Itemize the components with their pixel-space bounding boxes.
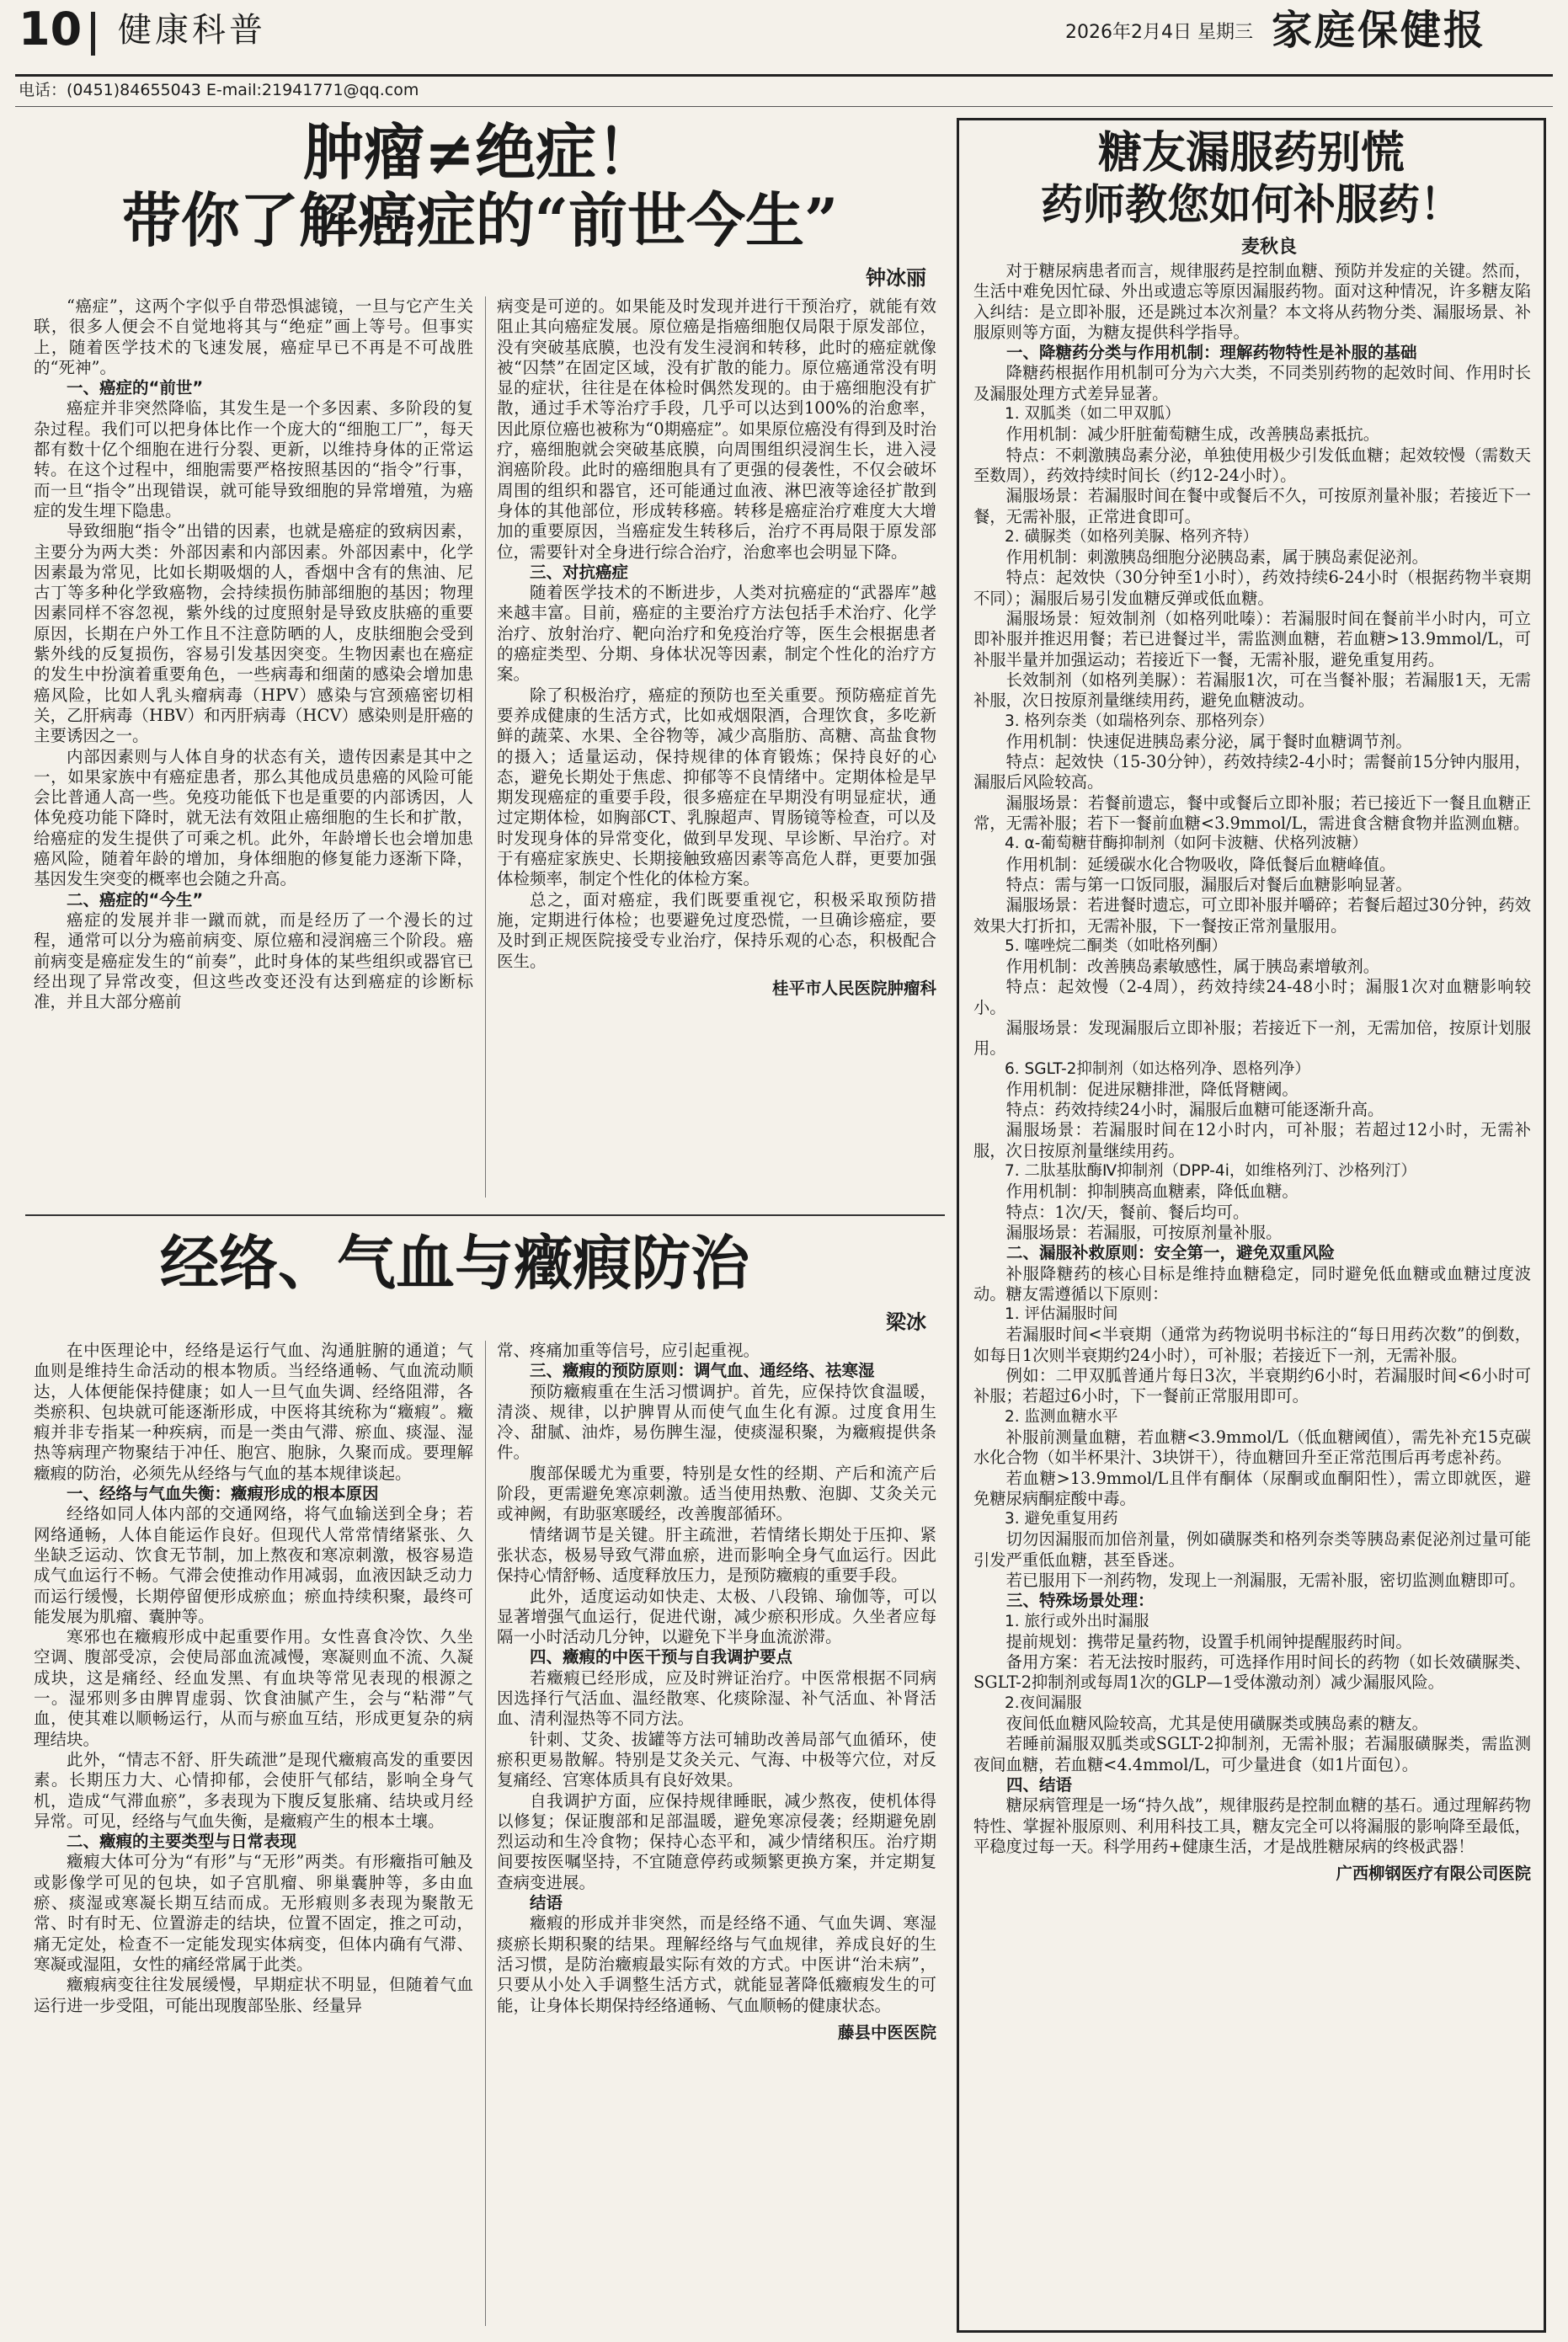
sub-heading: 2. 磺脲类（如格列美脲、格列齐特） <box>1005 527 1259 546</box>
sub-heading: 3. 格列奈类（如瑞格列奈、那格列奈） <box>1005 712 1274 730</box>
paragraph: 寒邪也在癥瘕形成中起重要作用。女性喜食冷饮、久坐空调、腹部受凉，会使局部血流减慢，寒凝则血不流、久凝成块，这是痛经、经血发黑、有血块等常见表现的根源之一。湿邪则多由脾胃虚弱、饮食油腻产生，会与“粘滞”气血，使其难以顺畅运行，从而与瘀血互结，形成更复杂的病理结块。 <box>34 1627 473 1749</box>
paragraph: 特点：药效持续24小时，漏服后血糖可能逐渐升高。 <box>1005 1100 1384 1120</box>
paragraph: 在中医理论中，经络是运行气血、沟通脏腑的通道；气血则是维持生命活动的根本物质。当经络通畅、气血流动顺达，人体便能保持健康；如人一旦气血失调、经络阻滞，各类瘀积、包块就可能逐渐形成，中医将其统称为“癥瘕”。癥瘕并非专指某一种疾病，而是一类由气滞、瘀血、痰湿、湿热等病理产物聚结于冲任、胞宫、胞脉，久聚而成。要理解癥瘕的防治，必须先从经络与气血的基本规律谈起。 <box>34 1341 473 1483</box>
paragraph: 漏服场景：若漏服时间在12小时内，可补服；若超过12小时，无需补服，次日按原剂量继续用药。 <box>973 1120 1531 1160</box>
section-heading: 四、癥瘕的中医干预与自我调护要点 <box>530 1647 793 1667</box>
paragraph: 导致细胞“指令”出错的因素，也就是癌症的致病因素，主要分为两大类：外部因素和内部因素。外部因素中，化学因素最为常见，比如长期吸烟的人，香烟中含有的焦油、尼古丁等多种化学致癌物，会持续损伤肺部细胞的基因；物理因素同样不容忽视，紫外线的过度照射是导致皮肤癌的重要原因，长期在户外工作且不注意防晒的人，皮肤细胞会受到紫外线的反复损伤，容易引发基因突变。生物因素也在癌症的发生中扮演着重要角色，一些病毒和细菌的感染会增加患癌风险，比如人乳头瘤病毒（HPV）感染与宫颈癌密切相关，乙肝病毒（HBV）和丙肝病毒（HCV）感染则是肝癌的主要诱因之一。 <box>34 521 473 746</box>
paragraph: 预防癥瘕重在生活习惯调护。首先，应保持饮食温暖，清淡、规律，以护脾胃从而使气血生化有源。过度食用生冷、甜腻、油炸，易伤脾生湿，使痰湿积聚，为癥瘕提供条件。 <box>497 1381 936 1463</box>
paragraph: 作用机制：抑制胰高血糖素，降低血糖。 <box>1005 1182 1299 1202</box>
section-heading: 一、降糖药分类与作用机制：理解药物特性是补服的基础 <box>1006 343 1417 363</box>
paragraph: 特点：起效慢（2-4周），药效持续24-48小时；漏服1次对血糖影响较小。 <box>973 977 1531 1017</box>
article1-column-1 <box>34 296 473 1198</box>
paragraph: 作用机制：延缓碳水化合物吸收，降低餐后血糖峰值。 <box>1005 854 1396 874</box>
paragraph: 随着医学技术的不断进步，人类对抗癌症的“武器库”越来越丰富。目前，癌症的主要治疗方法包括手术治疗、化学治疗、放射治疗、靶向治疗和免疫治疗等，医生会根据患者的癌症类型、分期、身体状况等因素，制定个性化的治疗方案。 <box>497 583 936 685</box>
paragraph: 此外，“情志不舒、肝失疏泄”是现代癥瘕高发的重要因素。长期压力大、心情抑郁，会使肝气郁结，影响全身气机，造成“气滞血瘀”，多表现为下腹反复胀痛、结块或月经异常。可见，经络与气血失衡，是癥瘕产生的根本土壤。 <box>34 1749 473 1831</box>
paragraph: 备用方案：若无法按时服药，可选择作用时间长的药物（如长效磺脲类、SGLT-2抑制剂或每周1次的GLP—1受体激动剂）减少漏服风险。 <box>973 1652 1531 1693</box>
paragraph: 作用机制：减少肝脏葡萄糖生成，改善胰岛素抵抗。 <box>1005 424 1380 445</box>
paragraph: 夜间低血糖风险较高，尤其是使用磺脲类或胰岛素的糖友。 <box>1005 1714 1428 1734</box>
paragraph: 腹部保暖尤为重要，特别是女性的经期、产后和流产后阶段，更需避免寒凉刺激。适当使用热敷、泡脚、艾灸关元或神阙，有助驱寒暖经，改善腹部循环。 <box>497 1463 936 1524</box>
paragraph: 总之，面对癌症，我们既要重视它，积极采取预防措施，定期进行体检；也要避免过度恐慌，一旦确诊癌症，要及时到正规医院接受专业治疗，保持乐观的心态，积极配合医生。 <box>497 889 936 971</box>
paragraph: 漏服场景：若餐前遗忘，餐中或餐后立即补服；若已接近下一餐且血糖正常，无需补服；若下一餐前血糖<3.9mmol/L，需进食含糖食物并监测血糖。 <box>973 792 1531 834</box>
paragraph: 癥瘕的形成并非突然，而是经络不通、气血失调、寒湿痰瘀长期积聚的结果。理解经络与气血规律，养成良好的生活习惯，是防治癥瘕最实际有效的方式。中医讲“治未病”，只要从小处入手调整生活方式，就能显著降低癥瘕发生的可能，让身体长期保持经络通畅、气血顺畅的健康状态。 <box>497 1913 936 2015</box>
paragraph: 若漏服时间<半衰期（通常为药物说明书标注的“每日用药次数”的倒数，如每日1次则半衰期约24小时），可补服；若接近下一剂，无需补服。 <box>973 1325 1531 1365</box>
paragraph: 作用机制：刺激胰岛细胞分泌胰岛素，属于胰岛素促泌剂。 <box>1005 547 1428 568</box>
section-heading: 结语 <box>530 1893 563 1913</box>
section-heading: 一、癌症的“前世” <box>67 378 204 398</box>
paragraph: 若癥瘕已经形成，应及时辨证治疗。中医常根据不同病因选择行气活血、温经散寒、化痰除湿、补气活血、补肾活血、清利湿热等不同方法。 <box>497 1667 936 1729</box>
paragraph: 内部因素则与人体自身的状态有关，遗传因素是其中之一，如果家族中有癌症患者，那么其他成员患癌的风险可能会比普通人高一些。免疫功能低下也是重要的内部诱因，人体免疫功能下降时，就无法有效阻止癌细胞的生长和扩散，给癌症的发生提供了可乘之机。此外，年龄增长也会增加患癌风险，随着年龄的增加，身体细胞的修复能力逐渐下降，基因发生突变的概率也会随之升高。 <box>34 746 473 889</box>
source-credit: 广西柳钢医疗有限公司医院 <box>1336 1864 1531 1884</box>
paragraph: 除了积极治疗，癌症的预防也至关重要。预防癌症首先要养成健康的生活方式，比如戒烟限酒，合理饮食，多吃新鲜的蔬菜、水果、全谷物等，减少高脂肪、高糖、高盐食物的摄入；适量运动，保持规律的体育锻炼；保持良好的心态，避免长期处于焦虑、抑郁等不良情绪中。定期体检是早期发现癌症的重要手段，很多癌症在早期没有明显症状，通过定期体检，如胸部CT、乳腺超声、胃肠镜等检查，可以及时发现身体的异常变化，做到早发现、早诊断、早治疗。对于有癌症家族史、长期接触致癌因素等高危人群，更要加强体检频率，制定个性化的体检方案。 <box>497 685 936 889</box>
paragraph: 特点：起效快（15-30分钟），药效持续2-4小时；需餐前15分钟内服用，漏服后风险较高。 <box>973 752 1531 792</box>
paragraph: 漏服场景：若漏服时间在餐中或餐后不久，可按原剂量补服；若接近下一餐，无需补服，正常进食即可。 <box>973 486 1531 526</box>
paragraph: 若血糖>13.9mmol/L且伴有酮体（尿酮或血酮阳性），需立即就医，避免糖尿病酮症酸中毒。 <box>973 1468 1531 1508</box>
paragraph: 糖尿病管理是一场“持久战”，规律服药是控制血糖的基石。通过理解药物特性、掌握补服原则、利用科技工具，糖友完全可以将漏服的影响降至最低，平稳度过每一天。科学用药+健康生活，才是战胜糖尿病的终极武器！ <box>973 1795 1531 1856</box>
sub-heading: 1. 旅行或外出时漏服 <box>1005 1612 1149 1630</box>
paragraph: 补服前测量血糖，若血糖<3.9mmol/L（低血糖阈值），需先补充15克碳水化合物（如半杯果汁、3块饼干），待血糖回升至正常范围后再考虑补药。 <box>973 1427 1531 1468</box>
paragraph: “癌症”，这两个字似乎自带恐惧滤镜，一旦与它产生关联，很多人便会不自觉地将其与“绝症”画上等号。但事实上，随着医学技术的飞速发展，癌症早已不再是不可战胜的“死神”。 <box>34 296 473 377</box>
issue-date: 2026年2月4日 星期三 <box>1065 22 1253 43</box>
article3-title-line2: 药师教您如何补服药！ <box>1041 179 1462 229</box>
paragraph: 漏服场景：短效制剂（如格列吡嗪）：若漏服时间在餐前半小时内，可立即补服并推迟用餐；若已进餐过半，需监测血糖，若血糖>13.9mmol/L，可补服半量并加强运动；若接近下一餐，无需补服，避免重复用药。 <box>973 609 1531 670</box>
section-title: 健康科普 <box>118 11 266 50</box>
paragraph: 癥瘕病变往往发展缓慢，早期症状不明显，但随着气血运行进一步受阻，可能出现腹部坠胀、经量异 <box>34 1975 473 2015</box>
paragraph: 漏服场景：若漏服，可按原剂量补服。 <box>1005 1222 1283 1242</box>
column-divider <box>485 1341 486 2326</box>
paragraph: 癌症并非突然降临，其发生是一个多因素、多阶段的复杂过程。我们可以把身体比作一个庞大的“细胞工厂”，每天都有数十亿个细胞在进行分裂、更新，以维持身体的正常运转。在这个过程中，细胞需要严格按照基因的“指令”行事，而一旦“指令”出现错误，就可能导致细胞的异常增殖，为癌症的发生埋下隐患。 <box>34 398 473 520</box>
source-credit: 桂平市人民医院肿瘤科 <box>771 978 936 998</box>
paragraph: 特点：需与第一口饭同服，漏服后对餐后血糖影响显著。 <box>1005 874 1412 894</box>
article3-title-line1: 糖友漏服药别慌 <box>1097 127 1405 179</box>
article3-body <box>973 261 1531 2324</box>
article2-title: 经络、气血与癥瘕防治 <box>160 1228 749 1298</box>
source-credit: 藤县中医医院 <box>837 2022 936 2042</box>
paragraph: 漏服场景：发现漏服后立即补服；若接近下一剂，无需加倍，按原计划服用。 <box>973 1017 1531 1059</box>
header-rule-thin <box>15 106 1553 107</box>
paper-name: 家庭保健报 <box>1272 7 1487 54</box>
article1-title-line2: 带你了解癌症的“前世今生” <box>121 185 839 255</box>
paragraph: 补服降糖药的核心目标是维持血糖稳定，同时避免低血糖或血糖过度波动。糖友需遵循以下原则： <box>973 1263 1531 1304</box>
paragraph: 作用机制：改善胰岛素敏感性，属于胰岛素增敏剂。 <box>1005 957 1380 977</box>
sub-heading: 4. α-葡萄糖苷酶抑制剂（如阿卡波糖、伏格列波糖） <box>1005 835 1368 853</box>
paragraph: 对于糖尿病患者而言，规律服药是控制血糖、预防并发症的关键。然而，生活中难免因忙碌、外出或遗忘等原因漏服药物。面对这种情况，许多糖友陷入纠结：是立即补服，还是跳过本次剂量？本文将从药物分类、漏服场景、补服原则等方面，为糖友提供科学指导。 <box>973 261 1531 342</box>
paragraph: 长效制剂（如格列美脲）：若漏服1次，可在当餐补服；若漏服1天，无需补服，次日按原剂量继续用药，避免血糖波动。 <box>973 670 1531 711</box>
contact-line: 电话：(0451)84655043 E-mail:21941771@qq.com <box>19 81 419 99</box>
section-heading: 一、经络与气血失衡：癥瘕形成的根本原因 <box>67 1484 379 1504</box>
paragraph: 病变是可逆的。如果能及时发现并进行干预治疗，就能有效阻止其向癌症发展。原位癌是指癌细胞仅局限于原发部位，没有突破基底膜，也没有发生浸润和转移，此时的癌症就像被“囚禁”在固定区域，没有扩散的能力。原位癌通常没有明显的症状，往往是在体检时偶然发现的。由于癌细胞没有扩散，通过手术等治疗手段，几乎可以达到100%的治愈率，因此原位癌也被称为“0期癌症”。如果原位癌没有得到及时治疗，癌细胞就会突破基底膜，向周围组织浸润生长，进入浸润癌阶段。此时的癌细胞具有了更强的侵袭性，不仅会破坏周围的组织和器官，还可能通过血液、淋巴液等途径扩散到身体的其他部位，形成转移癌。转移是癌症治疗难度大大增加的重要原因，当癌症发生转移后，治疗不再局限于原发部位，需要针对全身进行综合治疗，治愈率也会明显下降。 <box>497 296 936 562</box>
section-heading: 二、癥瘕的主要类型与日常表现 <box>67 1832 297 1852</box>
sub-heading: 1. 双胍类（如二甲双胍） <box>1005 405 1181 424</box>
column-divider <box>485 296 486 1198</box>
header-divider <box>91 12 95 56</box>
paragraph: 提前规划：携带足量药物，设置手机闹钟提醒服药时间。 <box>1005 1631 1412 1651</box>
section-heading: 三、特殊场景处理： <box>1006 1591 1155 1611</box>
section-heading: 三、对抗癌症 <box>530 562 629 582</box>
paragraph: 常、疼痛加重等信号，应引起重视。 <box>497 1341 760 1360</box>
section-heading: 三、癥瘕的预防原则：调气血、通经络、祛寒湿 <box>530 1361 875 1381</box>
paragraph: 漏服场景：若进餐时遗忘，可立即补服并嚼碎；若餐后超过30分钟，药效效果大打折扣，无需补服，下一餐按正常剂量服用。 <box>973 895 1531 936</box>
paragraph: 自我调护方面，应保持规律睡眠，减少熬夜，使机体得以修复；保证腹部和足部温暖，避免寒凉侵袭；经期避免剧烈运动和生冷食物；保持心态平和，减少情绪积压。治疗期间要按医嘱坚持，不宜随意停药或频繁更换方案，并定期复查病变进展。 <box>497 1790 936 1892</box>
article1-title-line1: 肿瘤≠绝症！ <box>302 116 658 188</box>
section-heading: 二、癌症的“今生” <box>67 889 204 910</box>
article2-author: 梁冰 <box>886 1310 926 1334</box>
paragraph: 例如：二甲双胍普通片每日3次，半衰期约6小时，若漏服时间<6小时可补服；若超过6小时，下一餐前正常服用即可。 <box>973 1366 1531 1406</box>
sub-heading: 7. 二肽基肽酶Ⅳ抑制剂（DPP-4i，如维格列汀、沙格列汀） <box>1005 1162 1416 1181</box>
paragraph: 特点：不刺激胰岛素分泌，单独使用极少引发低血糖；起效较慢（需数天至数周），药效持续时间长（约12-24小时）。 <box>973 445 1531 485</box>
paragraph: 降糖药根据作用机制可分为六大类，不同类别药物的起效时间、作用时长及漏服处理方式差异显著。 <box>973 363 1531 403</box>
paragraph: 癥瘕大体可分为“有形”与“无形”两类。有形癥指可触及或影像学可见的包块，如子宫肌瘤、卵巢囊肿等，多由血瘀、痰湿或寒凝长期互结而成。无形瘕则多表现为聚散无常、时有时无、位置游走的结块，位置不固定，推之可动，痛无定处，检查不一定能发现实体病变，但体内确有气滞、寒凝或湿阻，女性的痛经常属于此类。 <box>34 1852 473 1974</box>
sub-heading: 6. SGLT-2抑制剂（如达格列净、恩格列净） <box>1005 1059 1310 1078</box>
paragraph: 切勿因漏服而加倍剂量，例如磺脲类和格列奈类等胰岛素促泌剂过量可能引发严重低血糖，甚至昏迷。 <box>973 1529 1531 1570</box>
article3-author: 麦秋良 <box>1240 237 1297 258</box>
paragraph: 针刺、艾灸、拔罐等方法可辅助改善局部气血循环，使瘀积更易散解。特别是艾灸关元、气海、中极等穴位，对反复痛经、宫寒体质具有良好效果。 <box>497 1729 936 1790</box>
article2-column-1 <box>34 1341 473 2326</box>
paragraph: 情绪调节是关键。肝主疏泄，若情绪长期处于压抑、紧张状态，极易导致气滞血瘀，进而影响全身气血运行。因此保持心情舒畅、适度释放压力，是预防癥瘕的重要手段。 <box>497 1524 936 1586</box>
section-heading: 四、结语 <box>1006 1774 1073 1795</box>
article1-column-2 <box>497 296 936 1206</box>
paragraph: 若已服用下一剂药物，发现上一剂漏服，无需补服，密切监测血糖即可。 <box>1005 1571 1526 1590</box>
sub-heading: 3. 避免重复用药 <box>1005 1510 1118 1528</box>
sub-heading: 1. 评估漏服时间 <box>1005 1305 1118 1324</box>
paragraph: 作用机制：促进尿糖排泄，降低肾糖阈。 <box>1005 1079 1299 1099</box>
sub-heading: 5. 噻唑烷二酮类（如吡格列酮） <box>1005 936 1228 955</box>
sub-heading: 2. 监测血糖水平 <box>1005 1407 1118 1426</box>
page-number: 10 <box>19 3 83 56</box>
header-rule <box>15 74 1553 77</box>
section-heading: 二、漏服补救原则：安全第一，避免双重风险 <box>1006 1243 1336 1263</box>
paragraph: 作用机制：快速促进胰岛素分泌，属于餐时血糖调节剂。 <box>1005 731 1412 751</box>
paragraph: 若睡前漏服双胍类或SGLT-2抑制剂，无需补服；若漏服磺脲类，需监测夜间血糖，若血糖<4.4mmol/L，可少量进食（如1片面包）。 <box>973 1734 1531 1774</box>
paragraph: 特点：1次/天，餐前、餐后均可。 <box>1005 1202 1250 1222</box>
paragraph: 特点：起效快（30分钟至1小时），药效持续6-24小时（根据药物半衰期不同）；漏服后易引发血糖反弹或低血糖。 <box>973 568 1531 608</box>
article-separator <box>25 1214 945 1216</box>
sub-heading: 2.夜间漏服 <box>1005 1694 1082 1712</box>
paragraph: 癌症的发展并非一蹴而就，而是经历了一个漫长的过程，通常可以分为癌前病变、原位癌和浸润癌三个阶段。癌前病变是癌症发生的“前奏”，此时身体的某些组织或器官已经出现了异常改变，但这些改变还没有达到癌症的诊断标准，并且大部分癌前 <box>34 910 473 1012</box>
article2-column-2 <box>497 1341 936 2333</box>
paragraph: 经络如同人体内部的交通网络，将气血输送到全身；若网络通畅，人体自能运作良好。但现代人常常情绪紧张、久坐缺乏运动、饮食无节制，加上熬夜和寒凉刺激，极容易造成气血运行不畅。气滞会使推动作用减弱，血液因缺乏动力而运行缓慢，长期停留便形成瘀血；瘀血持续积聚，最终可能发展为肌瘤、囊肿等。 <box>34 1504 473 1626</box>
article1-author: 钟冰丽 <box>866 266 926 290</box>
paragraph: 此外，适度运动如快走、太极、八段锦、瑜伽等，可以显著增强气血运行，促进代谢，减少瘀积形成。久坐者应每隔一小时活动几分钟，以避免下半身血流淤滞。 <box>497 1586 936 1647</box>
